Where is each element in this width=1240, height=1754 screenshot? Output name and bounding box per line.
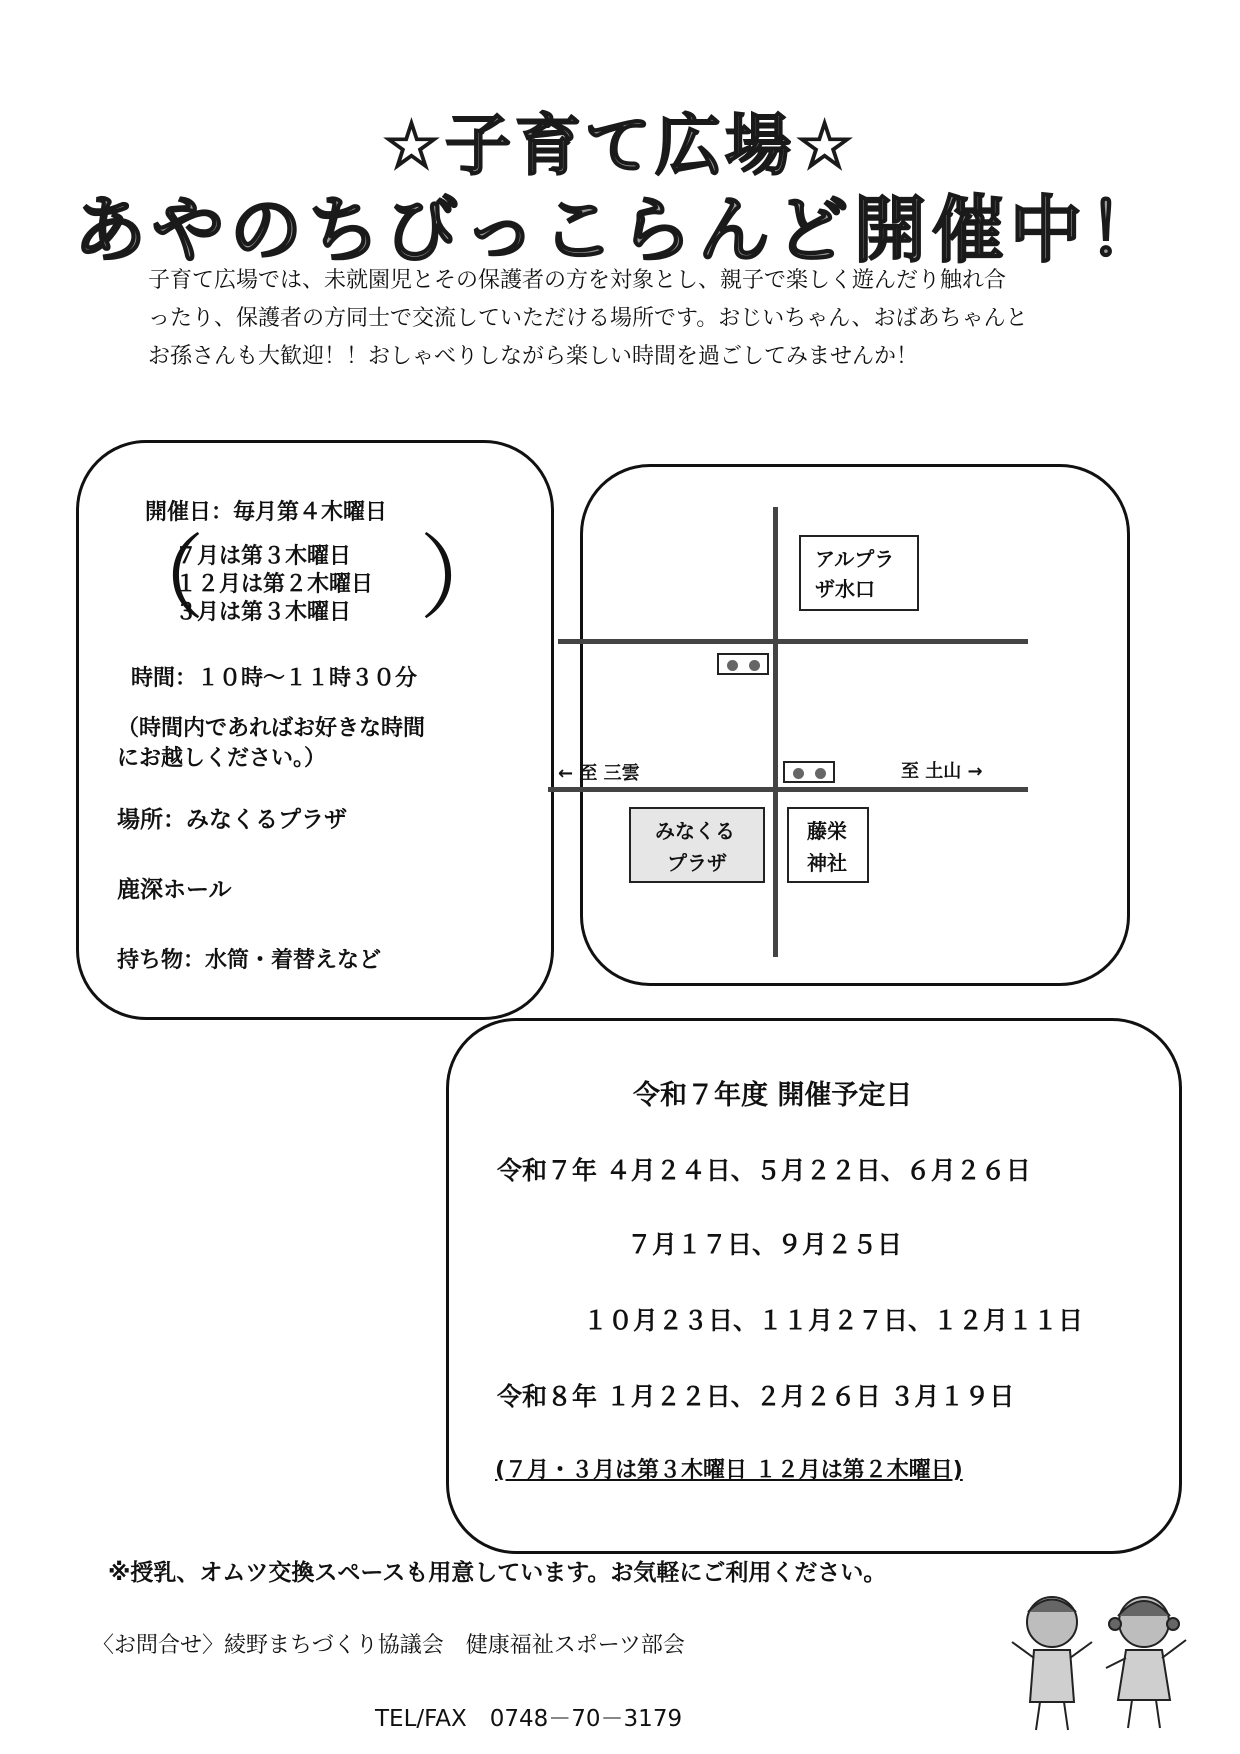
exception-3: ３月は第３木曜日 <box>175 600 352 625</box>
schedule-row-1: 令和７年 ４月２４日、５月２２日、６月２６日 <box>497 1156 1031 1185</box>
place-text: 場所：みなくるプラザ <box>117 807 347 833</box>
schedule-row-4: 令和８年 １月２２日、２月２６日 ３月１９日 <box>497 1382 1015 1411</box>
exception-1: ７月は第３木曜日 <box>175 544 352 569</box>
time-text: 時間：１０時～１１時３０分 <box>131 666 418 691</box>
shrine-label-2: 神社 <box>807 851 847 875</box>
time-note-line-2: にお越しください。） <box>117 746 327 771</box>
exception-2: １２月は第２木曜日 <box>175 572 374 597</box>
traffic-signal-icon <box>783 761 835 783</box>
road-vertical <box>773 507 778 957</box>
alpla-label-1: アルプラ <box>815 547 895 571</box>
paren-close: ） <box>419 525 512 632</box>
traffic-signal-icon <box>717 653 769 675</box>
schedule-title: 令和７年度 開催予定日 <box>633 1080 913 1111</box>
paren-open: （ <box>113 525 206 632</box>
kids-illustration <box>1004 1582 1200 1740</box>
schedule-box <box>446 1018 1182 1554</box>
road-horizontal-lower <box>548 787 1028 792</box>
shrine-label-1: 藤栄 <box>807 819 847 843</box>
info-box <box>76 440 554 1020</box>
tel-fax: TEL/FAX 0748－70－3179 <box>375 1706 683 1732</box>
title-line-2: あやのちびっこらんど開催中！ <box>73 188 1166 272</box>
time-note-line-1: （時間内であればお好きな時間 <box>117 716 426 741</box>
nursing-notice: ※授乳、オムツ交換スペースも用意しています。お気軽にご利用ください。 <box>108 1560 887 1586</box>
hall-text: 鹿深ホール <box>117 877 232 903</box>
minakuru-label-1: みなくる <box>655 819 735 843</box>
date-text: 開催日：毎月第４木曜日 <box>145 500 388 525</box>
intro-line: ったり、保護者の方同士で交流していただける場所です。おじいちゃん、おばあちゃんと <box>148 306 1028 331</box>
items-text: 持ち物：水筒・着替えなど <box>117 948 382 973</box>
alpla-label-2: ザ水口 <box>815 577 875 601</box>
schedule-row-2: ７月１７日、９月２５日 <box>627 1230 903 1259</box>
intro-line: お孫さんも大歓迎！！おしゃべりしながら楽しい時間を過ごしてみませんか！ <box>148 344 919 369</box>
direction-right: 至 土山 → <box>901 761 983 782</box>
map-box <box>558 464 1130 986</box>
schedule-note: (７月・３月は第３木曜日 １２月は第２木曜日) <box>495 1458 963 1483</box>
intro-line: 子育て広場では、未就園児とその保護者の方を対象とし、親子で楽しく遊んだり触れ合 <box>148 268 1007 293</box>
schedule-row-3: １０月２３日、１１月２７日、１２月１１日 <box>583 1306 1084 1335</box>
contact-text: 〈お問合せ〉綾野まちづくり協議会 健康福祉スポーツ部会 <box>92 1633 685 1658</box>
title-line-1: ☆子育て広場☆ <box>381 107 859 184</box>
minakuru-label-2: プラザ <box>667 851 727 875</box>
intro-paragraph <box>148 262 1138 376</box>
road-horizontal-upper <box>558 639 1028 644</box>
direction-left: ← 至 三雲 <box>558 763 640 784</box>
